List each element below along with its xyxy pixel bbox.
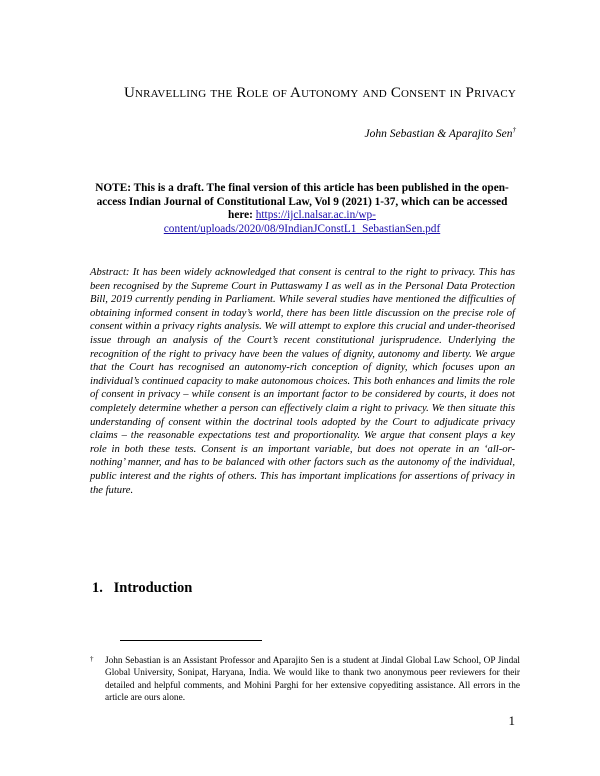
footnote-mark: † xyxy=(90,655,94,663)
page-number: 1 xyxy=(508,713,515,728)
draft-note-text: NOTE: This is a draft. The final version of this article has been published in the open-access Indian Journal of Constitutional Law, Vol 9 (2021) 1-37, which can be accessed here: xyxy=(95,182,509,221)
section-number: 1. xyxy=(92,580,103,596)
footnote-text: John Sebastian is an Assistant Professor and Aparajito Sen is a student at Jindal Global Law School, OP Jindal Global University, Sonipat, Haryana, India. We would like to thank two anonymous peer reviewers for their detailed and helpful comments, and Mohini Parghi for her extensive copyediting assistance. All errors in the article are ours alone. xyxy=(105,656,520,703)
section-title: Introduction xyxy=(113,580,193,596)
author-names: John Sebastian & Aparajito Sen xyxy=(364,127,513,140)
published-article-link[interactable]: https://ijcl.nalsar.ac.in/wp-content/uploads/2020/08/9IndianJConstL1_SebastianSen.pdf xyxy=(163,209,441,235)
section-heading xyxy=(92,580,192,597)
authors xyxy=(364,126,516,140)
article-title: Unravelling the Role of Autonomy and Consent in Privacy xyxy=(123,85,517,101)
author-footnote-mark[interactable]: † xyxy=(512,126,516,134)
footnote xyxy=(90,655,520,704)
abstract: Abstract: It has been widely acknowledged that consent is central to the right to privacy. This has been recognised by the Supreme Court in Puttaswamy I as well as in the Personal Data Protection Bill, 2019 currently pending in Parliament. While several studies have mentioned the difficulties of obtaining informed consent in today’s world, there has been little discussion on the precise role of consent within a privacy rights analysis. We will attempt to explore this crucial and under-theorised issue through an analysis of the Court’s recent constitutional jurisprudence. Underlying the recognition of the right to privacy have been the values of dignity, autonomy and liberty. We argue that the Court has recognised an autonomy-rich conception of dignity, which focuses upon an individual’s continued capacity to make autonomous choices. This both enhances and limits the role of consent in privacy – while consent is an important factor to be considered by courts, it does not completely determine whether a person can effectively claim a right to privacy. We then situate this understanding of consent within the doctrinal tools adopted by the Court to adjudicate privacy claims – the reasonable expectations test and proportionality. We argue that consent plays a key role in both these tests. Consent is an important variable, but does not operate in an ‘all-or-nothing’ manner, and has to be balanced with other factors such as the autonomy of the individual, public interest and the rights of others. This has important implications for assertions of privacy in the future. xyxy=(90,267,515,496)
draft-note xyxy=(92,182,512,236)
footnote-divider xyxy=(120,640,262,641)
